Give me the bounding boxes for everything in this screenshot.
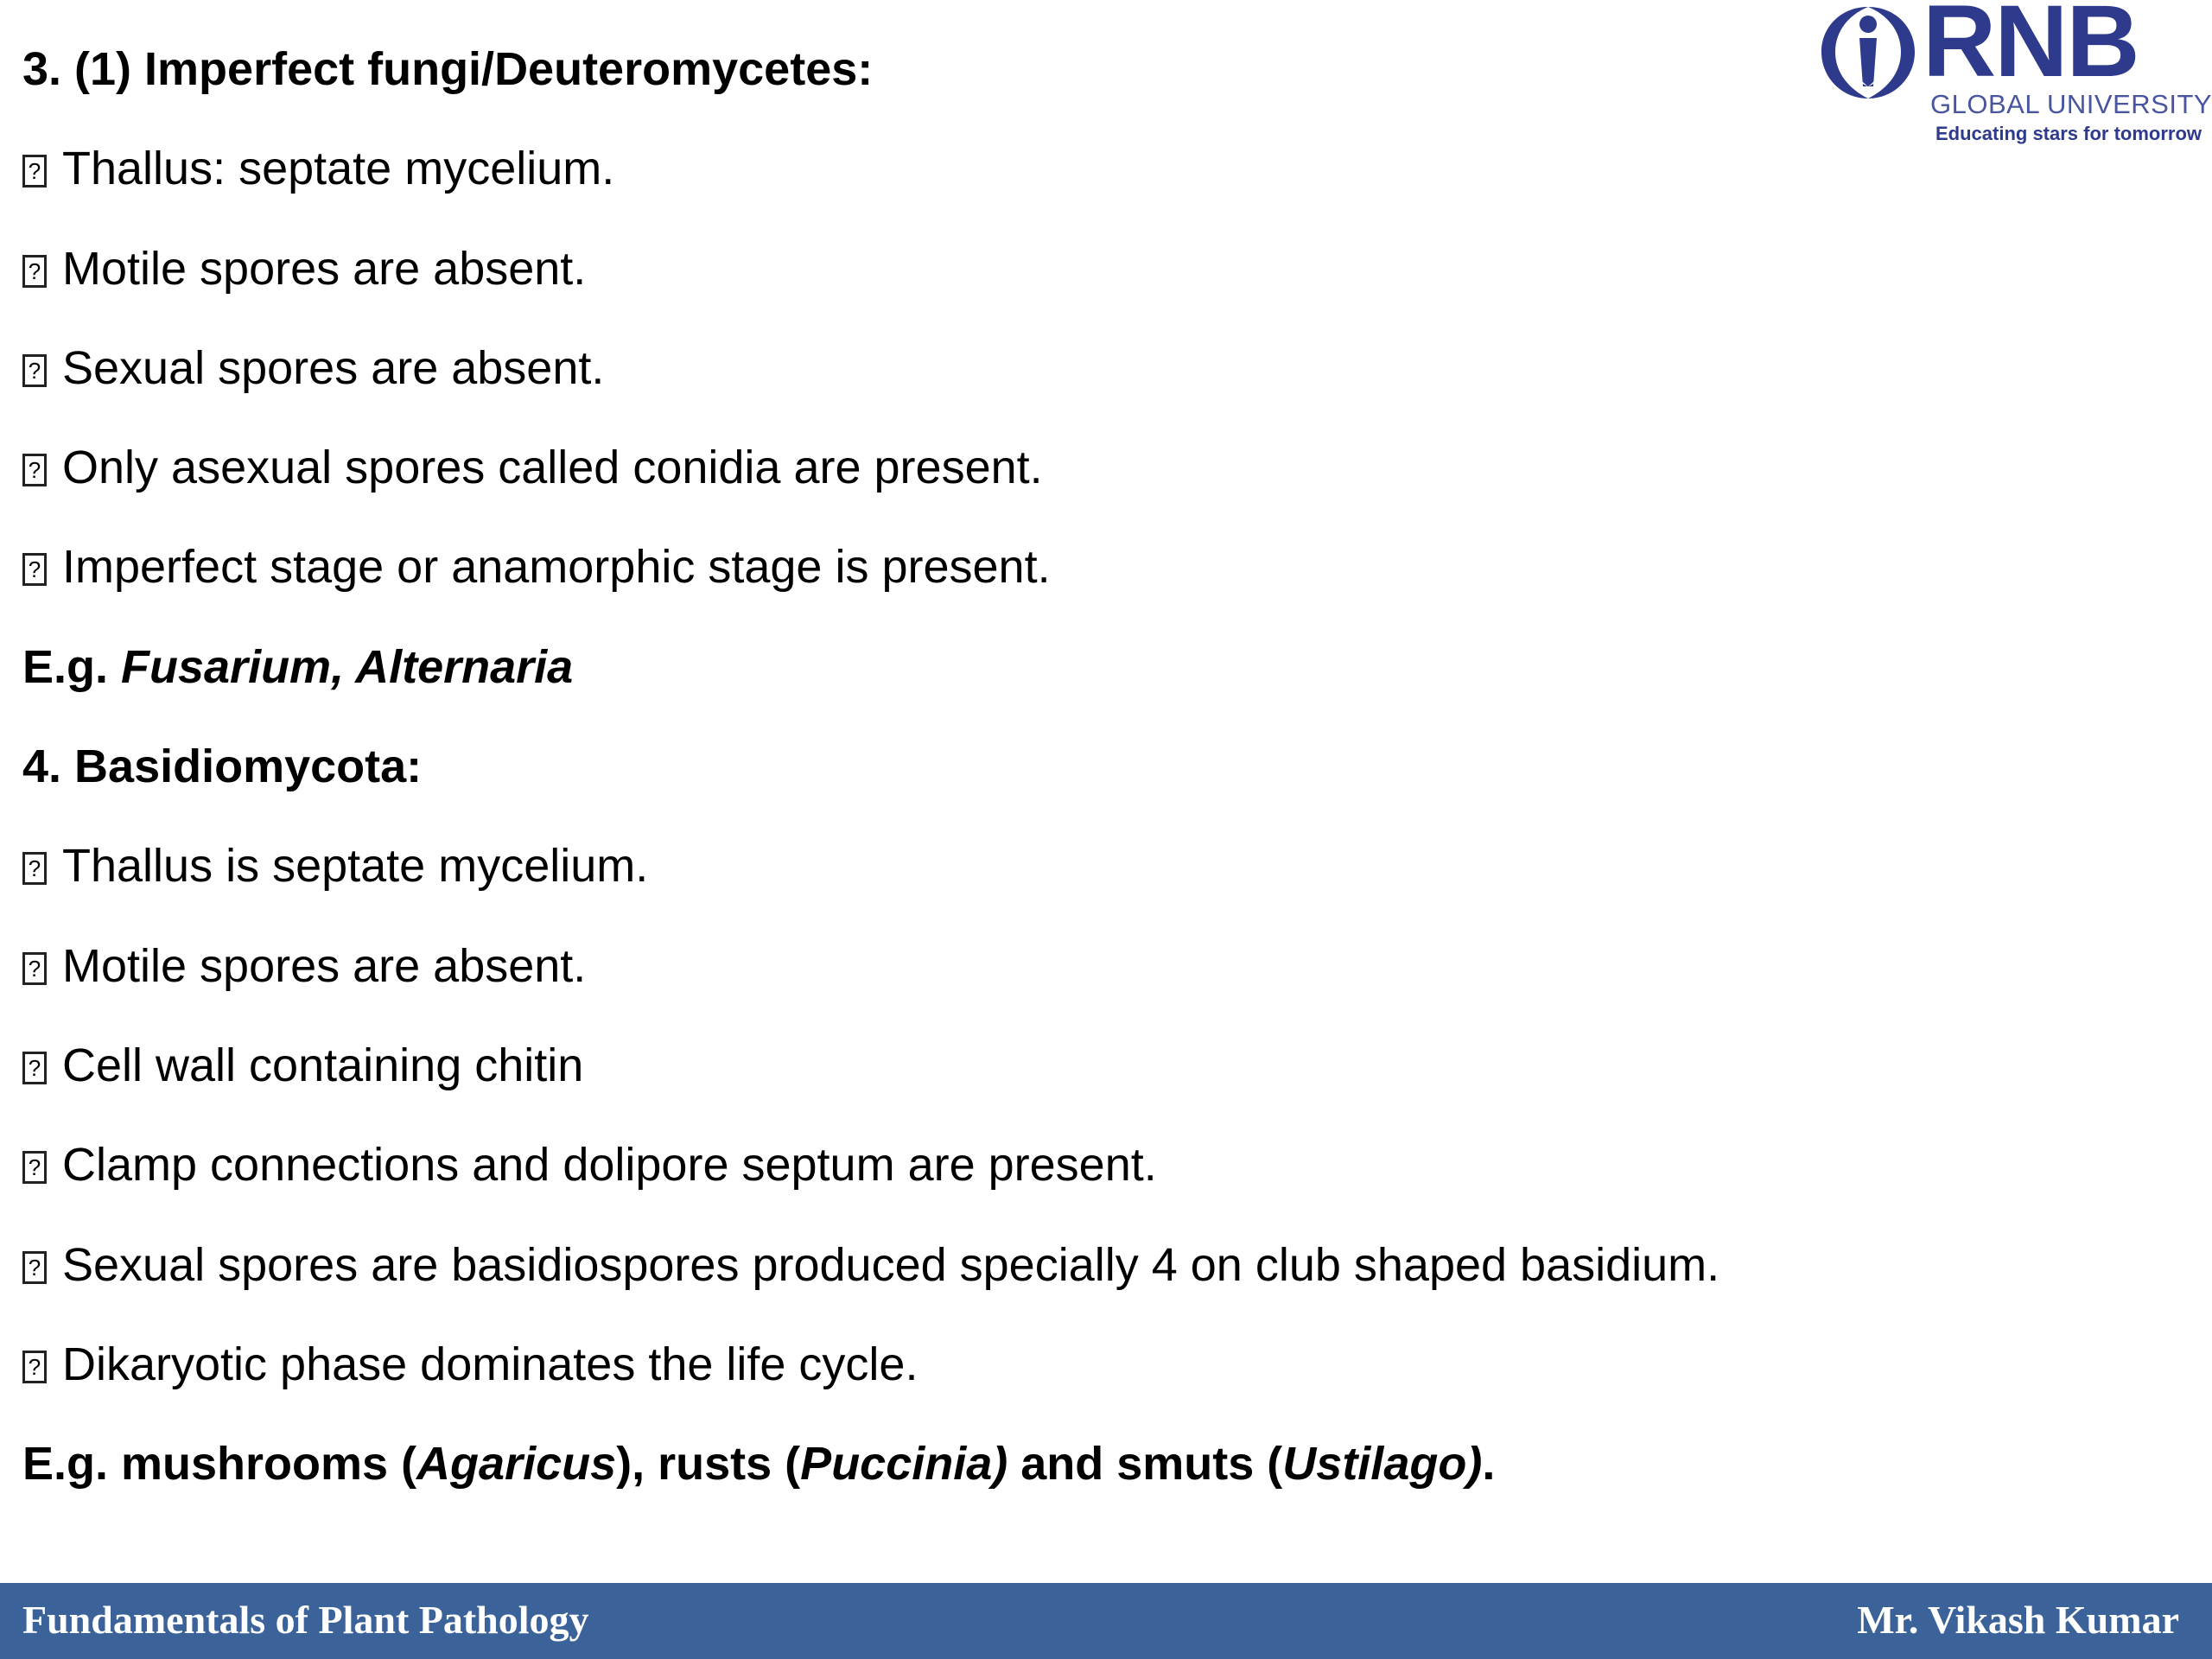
list-item — [22, 334, 1837, 433]
bullet-text: Imperfect stage or anamorphic stage is present. — [62, 541, 1051, 594]
list-item — [22, 1031, 1837, 1130]
logo-tagline: Educating stars for tomorrow — [1936, 123, 2202, 144]
rnb-logo — [1815, 0, 2212, 151]
bullet-text: Thallus is septate mycelium. — [62, 840, 649, 893]
bullet-text: Thallus: septate mycelium. — [62, 143, 615, 195]
section-heading-deuteromycetes: 3. (1) Imperfect fungi/Deuteromycetes: — [22, 43, 874, 95]
example-genus-alternaria: Alternaria — [355, 640, 574, 693]
missing-glyph-box-icon — [22, 155, 47, 188]
bullet-text: Sexual spores are basidiospores produced specially 4 on club shaped basidium. — [62, 1238, 1720, 1291]
missing-glyph-box-icon — [22, 553, 47, 586]
example-line-deuteromycetes — [22, 632, 1837, 732]
list-item — [22, 931, 1837, 1031]
example-prefix: E.g. — [22, 640, 122, 693]
bullet-text: Motile spores are absent. — [62, 939, 587, 992]
logo-subtitle: GLOBAL UNIVERSITY — [1930, 89, 2212, 119]
example-genus-puccinia: Puccinia) — [800, 1438, 1008, 1491]
list-item — [22, 831, 1837, 931]
example-genus-ustilago: Ustilago) — [1282, 1438, 1483, 1491]
missing-glyph-box-icon — [22, 1052, 47, 1084]
missing-glyph-box-icon — [22, 1151, 47, 1184]
footer-bar — [0, 1583, 2212, 1659]
example-text: and smuts ( — [1007, 1438, 1283, 1491]
bullet-text: Cell wall containing chitin — [62, 1039, 584, 1091]
section-heading-basidiomycota: 4. Basidiomycota: — [22, 741, 423, 793]
bullet-text: Clamp connections and dolipore septum are present. — [62, 1139, 1157, 1192]
slide-content — [22, 35, 1837, 1529]
example-genus-agaricus: Agaricus — [416, 1438, 617, 1491]
footer-author: Mr. Vikash Kumar — [1857, 1598, 2179, 1642]
list-item — [22, 134, 1837, 233]
example-text: E.g. mushrooms ( — [22, 1438, 417, 1491]
list-item — [22, 234, 1837, 334]
bullet-text: Only asexual spores called conidia are present. — [62, 442, 1043, 494]
list-item — [22, 1330, 1837, 1429]
missing-glyph-box-icon — [22, 255, 47, 288]
missing-glyph-box-icon — [22, 1351, 47, 1383]
list-item — [22, 532, 1837, 632]
missing-glyph-box-icon — [22, 952, 47, 985]
bullet-text: Motile spores are absent. — [62, 242, 587, 295]
bullet-text: Sexual spores are absent. — [62, 341, 605, 394]
missing-glyph-box-icon — [22, 454, 47, 486]
bullet-text: Dikaryotic phase dominates the life cycle. — [62, 1338, 918, 1390]
example-text: . — [1482, 1438, 1496, 1491]
list-item — [22, 1230, 1837, 1330]
example-text: ), rusts ( — [616, 1438, 801, 1491]
list-item — [22, 433, 1837, 532]
footer-course-title: Fundamentals of Plant Pathology — [22, 1598, 589, 1642]
missing-glyph-box-icon — [22, 852, 47, 885]
example-genus-fusarium: Fusarium — [121, 640, 332, 693]
list-item — [22, 1130, 1837, 1230]
missing-glyph-box-icon — [22, 1251, 47, 1284]
missing-glyph-box-icon — [22, 354, 47, 387]
example-line-basidiomycota — [22, 1429, 1837, 1529]
logo-letters: RNB — [1923, 0, 2139, 99]
example-separator: , — [331, 640, 356, 693]
